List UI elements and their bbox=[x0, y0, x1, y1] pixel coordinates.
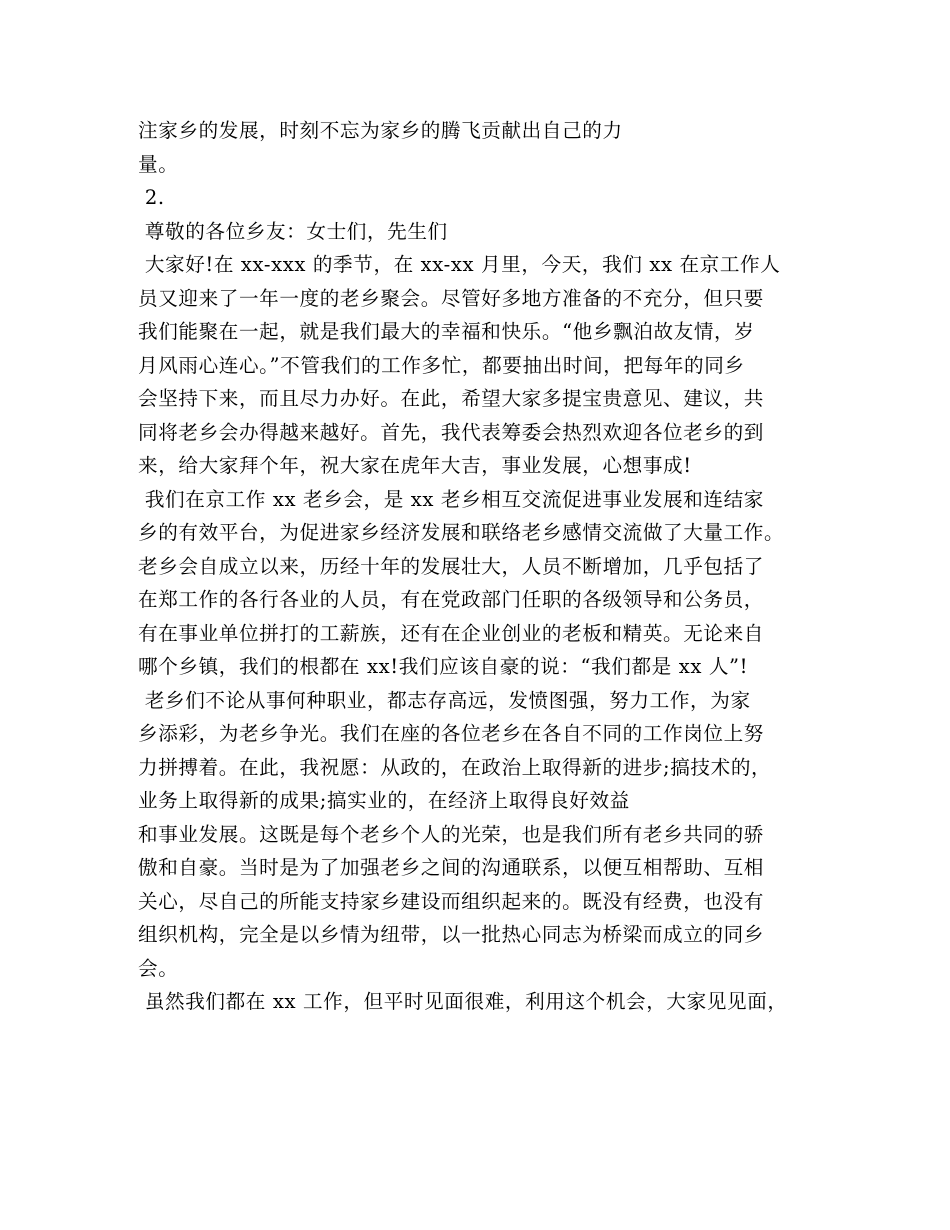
text-line: 老乡们不论从事何种职业，都志存高远，发愤图强，努力工作，为家 bbox=[138, 688, 751, 712]
text-line: 会。 bbox=[138, 956, 179, 980]
text-line: 我们能聚在一起，就是我们最大的幸福和快乐。“他乡飘泊故友情，岁 bbox=[138, 320, 755, 343]
text-line: 会坚持下来，而且尽力办好。在此，希望大家多提宝贵意见、建议，共 bbox=[138, 387, 765, 410]
text-line: 和事业发展。这既是每个老乡个人的光荣，也是我们所有老乡共同的骄 bbox=[138, 822, 765, 846]
text-line: 虽然我们都在 xx 工作，但平时见面很难，利用这个机会，大家见见面， bbox=[138, 990, 788, 1013]
document-body bbox=[138, 114, 838, 1019]
text-line: 在郑工作的各行各业的人员，有在党政部门任职的各级领导和公务员， bbox=[138, 588, 765, 611]
text-line: 同将老乡会办得越来越好。首先，我代表筹委会热烈欢迎各位老乡的到 bbox=[138, 420, 765, 444]
text-line: 哪个乡镇，我们的根都在 xx!我们应该自豪的说：“我们都是 xx 人”! bbox=[138, 655, 749, 678]
text-line: 乡的有效平台，为促进家乡经济发展和联络老乡感情交流做了大量工作。 bbox=[138, 521, 785, 544]
text-line: 业务上取得新的成果;搞实业的，在经济上取得良好效益 bbox=[138, 789, 630, 812]
text-line: 来，给大家拜个年，祝大家在虎年大吉，事业发展，心想事成! bbox=[138, 454, 692, 477]
text-line: 傲和自豪。当时是为了加强老乡之间的沟通联系，以便互相帮助、互相 bbox=[138, 856, 765, 879]
text-line: 月风雨心连心。”不管我们的工作多忙，都要抽出时间，把每年的同乡 bbox=[138, 353, 745, 377]
text-line: 员又迎来了一年一度的老乡聚会。尽管好多地方准备的不充分，但只要 bbox=[138, 286, 765, 310]
text-line: 乡添彩，为老乡争光。我们在座的各位老乡在各自不同的工作岗位上努 bbox=[138, 722, 765, 745]
text-line: 组织机构，完全是以乡情为纽带，以一批热心同志为桥梁而成立的同乡 bbox=[138, 923, 765, 946]
text-line: 注家乡的发展，时刻不忘为家乡的腾飞贡献出自己的力 bbox=[138, 119, 623, 142]
text-line: 关心，尽自己的所能支持家乡建设而组织起来的。既没有经费，也没有 bbox=[138, 889, 765, 913]
text-line: 大家好!在 xx-xxx 的季节，在 xx-xx 月里，今天，我们 xx 在京工作人 bbox=[138, 253, 781, 276]
text-line: 力拼搏着。在此，我祝愿：从政的，在政治上取得新的进步;搞技术的， bbox=[138, 755, 772, 779]
text-line: 老乡会自成立以来，历经十年的发展壮大，人员不断增加，几乎包括了 bbox=[138, 554, 765, 578]
text-line: 2. bbox=[138, 186, 165, 209]
text-line: 量。 bbox=[138, 152, 179, 176]
text-line: 有在事业单位拼打的工薪族，还有在企业创业的老板和精英。无论来自 bbox=[138, 621, 765, 645]
text-line: 尊敬的各位乡友：女士们，先生们 bbox=[138, 219, 448, 243]
text-line: 我们在京工作 xx 老乡会，是 xx 老乡相互交流促进事业发展和连结家 bbox=[138, 487, 764, 511]
